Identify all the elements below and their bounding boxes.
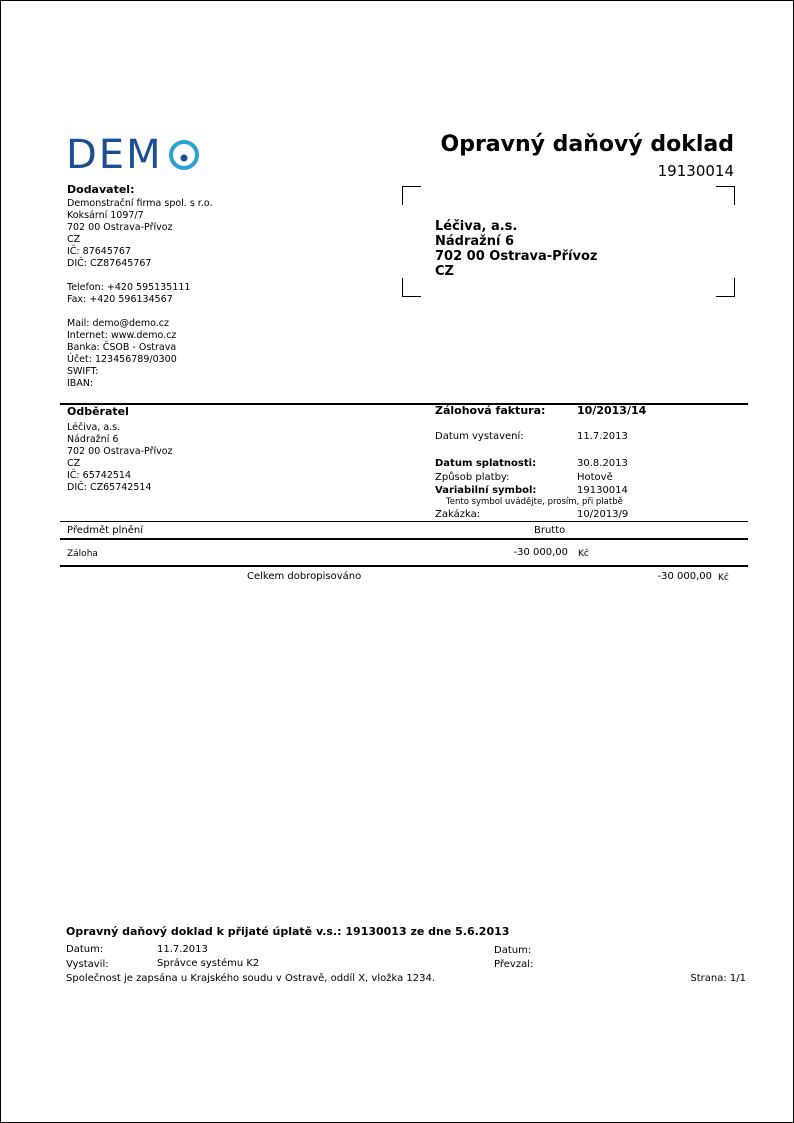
total-value: -30 000,00 xyxy=(657,571,712,582)
total-currency: Kč xyxy=(718,573,729,583)
window-corner-tl xyxy=(402,186,421,205)
item-gross: -30 000,00 xyxy=(513,547,568,558)
customer-city: 702 00 Ostrava-Přívoz xyxy=(67,446,173,457)
supplier-ic: IČ: 87645767 xyxy=(67,246,132,257)
advance-invoice-value: 10/2013/14 xyxy=(577,404,647,417)
footer-note: Opravný daňový doklad k přijaté úplatě v.s.: 19130013 ze dne 5.6.2013 xyxy=(66,925,510,938)
logo-text: DEM xyxy=(66,132,163,178)
items-header-rule xyxy=(60,538,748,540)
items-header-subject: Předmět plnění xyxy=(67,525,143,536)
company-logo xyxy=(66,132,201,178)
recipient-city: 702 00 Ostrava-Přívoz xyxy=(435,249,598,264)
footer-issued-by-label: Vystavil: xyxy=(66,959,109,970)
window-corner-bl xyxy=(402,278,421,297)
customer-dic: DIČ: CZ65742514 xyxy=(67,482,152,493)
footer-date-value: 11.7.2013 xyxy=(157,944,208,955)
footer-date-label: Datum: xyxy=(66,944,104,955)
footer-issued-by-value: Správce systému K2 xyxy=(157,958,260,969)
supplier-phone: Telefon: +420 595135111 xyxy=(67,282,191,293)
item-currency: Kč xyxy=(578,549,589,559)
payment-method-label: Způsob platby: xyxy=(435,472,510,483)
window-corner-tr xyxy=(716,186,735,205)
customer-ic: IČ: 65742514 xyxy=(67,470,132,481)
customer-street: Nádražní 6 xyxy=(67,434,119,445)
items-header-gross: Brutto xyxy=(534,525,566,536)
payment-method-value: Hotově xyxy=(577,472,613,483)
footer-page: Strana: 1/1 xyxy=(690,973,746,984)
supplier-internet: Internet: www.demo.cz xyxy=(67,330,177,341)
advance-invoice-label: Zálohová faktura: xyxy=(435,404,546,417)
due-date-value: 30.8.2013 xyxy=(577,458,628,469)
order-label: Zakázka: xyxy=(435,509,481,520)
supplier-swift: SWIFT: xyxy=(67,366,99,377)
order-value: 10/2013/9 xyxy=(577,509,629,520)
variable-symbol-label: Variabilní symbol: xyxy=(435,485,537,496)
footer-registry: Společnost je zapsána u Krajského soudu v Ostravě, oddíl X, vložka 1234. xyxy=(66,973,436,984)
supplier-dic: DIČ: CZ87645767 xyxy=(67,258,152,269)
footer-date2-label: Datum: xyxy=(494,945,532,956)
supplier-country: CZ xyxy=(67,234,81,245)
window-corner-br xyxy=(716,278,735,297)
customer-label: Odběratel xyxy=(67,405,129,418)
document-title: Opravný daňový doklad xyxy=(440,132,734,157)
customer-name: Léčiva, a.s. xyxy=(67,422,121,433)
customer-country: CZ xyxy=(67,458,81,469)
variable-symbol-value: 19130014 xyxy=(577,485,628,496)
recipient-address xyxy=(435,219,597,279)
supplier-name: Demonstrační firma spol. s r.o. xyxy=(67,198,213,209)
total-label: Celkem dobropisováno xyxy=(247,571,362,582)
o-ring-icon xyxy=(167,138,201,172)
due-date-label: Datum splatnosti: xyxy=(435,458,537,469)
customer-block xyxy=(67,422,173,494)
supplier-mail: Mail: demo@demo.cz xyxy=(67,318,169,329)
supplier-iban: IBAN: xyxy=(67,378,94,389)
recipient-street: Nádražní 6 xyxy=(435,234,514,249)
recipient-country: CZ xyxy=(435,264,454,279)
symbol-note: Tento symbol uvádějte, prosím, při platbě xyxy=(446,497,623,507)
recipient-name: Léčiva, a.s. xyxy=(435,219,518,234)
footer-received-label: Převzal: xyxy=(494,959,534,970)
item-subject: Záloha xyxy=(67,549,98,559)
supplier-block xyxy=(67,198,213,390)
supplier-account: Účet: 123456789/0300 xyxy=(67,354,177,365)
issue-date-label: Datum vystavení: xyxy=(435,431,524,442)
items-bottom-rule xyxy=(60,565,748,567)
document-number: 19130014 xyxy=(657,162,734,180)
supplier-city: 702 00 Ostrava-Přívoz xyxy=(67,222,173,233)
issue-date-value: 11.7.2013 xyxy=(577,431,628,442)
supplier-bank: Banka: ČSOB - Ostrava xyxy=(67,342,177,353)
supplier-street: Koksární 1097/7 xyxy=(67,210,144,221)
supplier-label: Dodavatel: xyxy=(67,183,135,196)
supplier-fax: Fax: +420 596134567 xyxy=(67,294,173,305)
items-top-rule xyxy=(60,521,748,522)
